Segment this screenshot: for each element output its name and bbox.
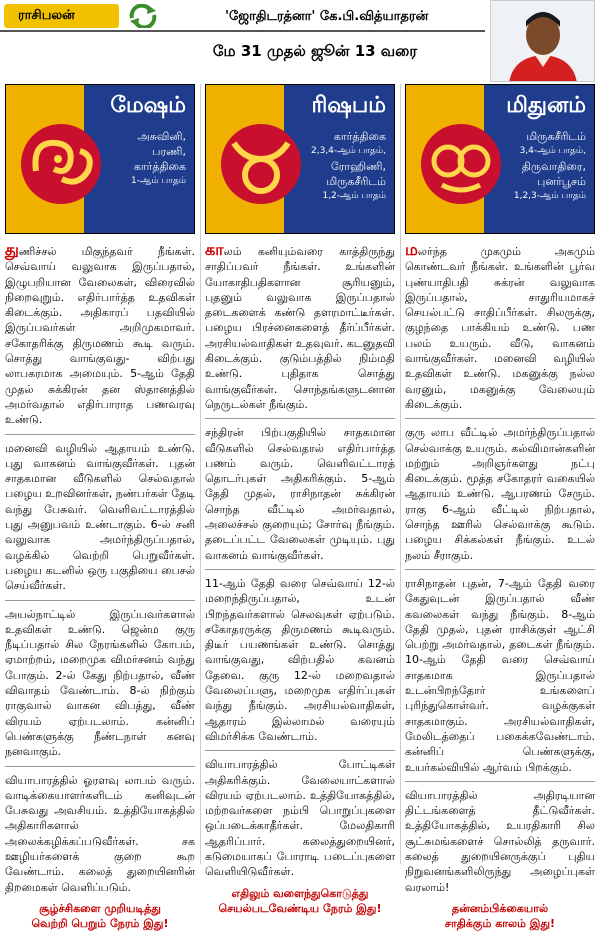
footer-line: செயல்படவேண்டிய நேரம் இது!	[218, 901, 382, 915]
prediction-text	[205, 242, 395, 880]
separator	[5, 434, 195, 435]
sign-column-rishabam	[205, 84, 395, 916]
drop-cap: ம	[405, 240, 418, 259]
separator	[405, 781, 595, 782]
paragraph	[5, 242, 195, 428]
star-pada: 1-ஆம் பாதம்	[131, 176, 186, 186]
star-line: கார்த்திகை	[333, 130, 386, 143]
paragraph: அயல்நாட்டில் இருப்பவர்களால் உதவிகள் உண்டு. ஜென்ம குரு நீடிப்பதால் சில நேரங்களில் கோபம், ஏமாற்றம், மறைமுக விமர்சனம் வந்து போகும். 2-ல் கேது நிற்பதால், வீண் விவாதம் வேண்டாம். 8-ல் நிற்கும் ராகுவால் வாகன விபத்து, வீண் விரயம் ஏற்படலாம். கன்னிப் பெண்களுக்கு நீண்டநாள் கனவு நனவாகும்.	[5, 607, 195, 759]
sign-stars	[486, 129, 586, 204]
author-portrait-icon	[491, 1, 595, 82]
sign-card	[405, 84, 595, 234]
paragraph: ராசிநாதன் புதன், 7-ஆம் தேதி வரை கேதுவுடன் இருப்பதால் வீண் கவலைகள் வந்து நீங்கும். 8-ஆம் தேதி முதல், புதன் ராசிக்குள் ஆட்சி பெற்று அமர்வதால், தடைகள் நீங்கும். 10-ஆம் தேதி வரை செவ்வாய் சாதகமாக இருப்பதால் உடன்பிறந்தோர் உங்களைப் புரிந்துகொள்வர். வழக்குகள் சாதகமாகும். அரசியல்வாதிகள், மேலிடத்தைப் பகைக்கவேண்டாம். கன்னிப் பெண்களுக்கு, உயர்கல்வியில் ஆர்வம் பிறக்கும்.	[405, 576, 595, 774]
star-pada: 1,2-ஆம் பாதம்	[322, 191, 386, 201]
sign-name: ரிஷபம்	[311, 93, 386, 118]
column-divider	[400, 84, 401, 864]
separator	[205, 569, 395, 570]
paragraph	[405, 242, 595, 412]
star-line: அசுவினி,	[137, 130, 186, 143]
footer-line: தன்னம்பிக்கையால்	[451, 901, 549, 915]
footer-line: சாதிக்கும் காலம் இது!	[444, 916, 556, 930]
sign-card	[5, 84, 195, 234]
date-range-title: மே 31 முதல் ஜூன் 13 வரை	[212, 42, 418, 60]
paragraph: 11-ஆம் தேதி வரை செவ்வாய் 12-ல் மறைந்திருப்பதால், உடன் பிறந்தவர்களால் செலவுகள் ஏற்படும். சகோதரருக்கு திருமணம் கூடிவரும். திடீர் பயணங்கள் உண்டு. சொத்து வாங்குவது, விற்பதில் கவனம் தேவை. குரு 12-ல் மறைவதால் வேலைப்பளு, மறைமுக எதிர்ப்புகள் வந்து நீங்கும். அரசியல்வாதிகள், ஆதாரம் இல்லாமல் வரையும் விமர்சிக்க வேண்டாம்.	[205, 576, 395, 743]
star-line: கார்த்திகை	[133, 160, 186, 173]
paragraph	[205, 242, 395, 412]
section-tag: ராசிபலன்	[4, 4, 119, 28]
separator	[5, 766, 195, 767]
separator	[405, 569, 595, 570]
sign-stars	[86, 129, 186, 189]
sign-column-mithunam	[405, 84, 595, 931]
paragraph: குரு லாப வீட்டில் அமர்ந்திருப்பதால் செல்வாக்கு உயரும். கல்விமான்களின் மற்றும் அறிஞர்களது நட்பு கிடைக்கும். மூத்த சகோதரர் வகையில் ஆதாயம் உண்டு. ஆபரணம் சேரும். ராகு 6-ஆம் வீட்டில் நிற்பதால், சொந்த ஊரில் செல்வாக்கு கூடும். பழைய சிக்கல்கள் நீங்கும். உடல் நலம் சீராகும்.	[405, 426, 595, 562]
author-byline: 'ஜோதிடரத்னா' கே.பி.வித்யாதரன்	[225, 9, 429, 24]
sign-footer	[5, 901, 195, 931]
paragraph: வியாபாரத்தில் ஓரளவு லாபம் வரும். வாடிக்கையாளர்களிடம் கனிவுடன் பேசுவது அவசியம். உத்தியோகத்தில் அதிகாரிகளால் அலைக்கழிக்கப்படுவீர்கள். சக ஊழியர்களைக் குறை கூற வேண்டாம். கலைத் துறையினரின் திறமைகள் வெளிப்படும்.	[5, 773, 195, 894]
sign-footer	[205, 886, 395, 916]
paragraph-body: லர்ந்த முகமும் அகமும் கொண்டவர் நீங்கள். உங்களின் பூர்வ புண்யாதிபதி சுக்ரன் வலுவாக இருப்பதால், சாதுரியமாகச் செயல்பட்டு சாதிப்பீர்கள். சிலருக்கு, குழந்தை பாக்கியம் உண்டு. பண பலம் உயரும். வீடு, வாகனம் வாங்குவீர்கள். மனைவி வழியில் உதவிகள் உண்டு. மகனுக்கு நல்ல வரனும், மகனுக்கு வேலையும் கிடைக்கும்.	[405, 245, 595, 411]
column-divider	[200, 84, 201, 864]
sign-column-mesham	[5, 84, 195, 931]
separator	[405, 418, 595, 419]
prediction-text	[5, 242, 195, 895]
star-line: மிருகசீரிடம்	[326, 175, 386, 188]
paragraph: சந்திரன் பிற்பகுதியில் சாதகமான வீடுகளில் செல்வதால் எதிர்பார்த்த பணம் வரும். வெளிவட்டாரத் தொடர்புகள் அதிகரிக்கும். 5-ஆம் தேதி முதல், ராசிநாதன் சுக்கிரன் சொந்த வீட்டில் அமர்வதால், அலைச்சல் குறையும்; சோர்வு நீங்கும். தடைப்பட்ட வேலைகள் முடியும். புது வாகனம் வாங்குவீர்கள்.	[205, 426, 395, 562]
separator	[205, 418, 395, 419]
footer-line: சூழ்ச்சிகளை முறியடித்து	[39, 901, 161, 915]
prediction-text	[405, 242, 595, 895]
drop-cap: கா	[205, 240, 224, 259]
star-line: ரோஹிணி,	[330, 160, 386, 173]
sign-name: மிதுனம்	[506, 93, 586, 118]
star-line: திருவாதிரை,	[521, 160, 586, 173]
star-pada: 3,4-ஆம் பாதம்,	[519, 146, 586, 156]
paragraph-body: லம் கனியும்வரை காத்திருந்து சாதிப்பவர் நீங்கள். உங்களின் யோகாதிபதிகளான சூரியனும், புதனும் வலுவாக இருப்பதால் தடைகளைக் கண்டு தளரமாட்டீர்கள். பழைய பிரச்னைகளைத் தீர்ப்பீர்கள். அரசியல்வாதிகள் உதவுவர். கடனுதவி கிடைக்கும். குடும்பத்தில் நிம்மதி உண்டு. புதிதாக சொத்து வாங்குவீர்கள். சொந்தங்களுடனான நெருடல்கள் நீங்கும்.	[205, 245, 396, 411]
author-photo	[490, 0, 595, 82]
star-line: மிருகசீரிடம்	[526, 130, 586, 143]
paragraph-body: ணிச்சல் மிகுந்தவர் நீங்கள். செவ்வாய் வலுவாக இருப்பதால், இழுபறியான வேலைகள், விரைவில் நிறைவுறும். எதிர்பார்த்த உதவிகள் கிடைக்கும். அதிகாரப் பதவியில் இருப்பவர்கள் அறிமுகமாவர். சகோதரிக்கு திருமணம் கூடி வரும். சொத்து வாங்குவது- விற்பது லாபகரமாக அமையும். 5-ஆம் தேதி முதல் சுக்கிரன் தன ஸ்தானத்தில் அமர்வதால் எதிர்பாராத பணவரவு உண்டு.	[5, 245, 195, 427]
sign-stars	[286, 129, 386, 204]
star-pada: 2,3,4-ஆம் பாதம்,	[311, 146, 386, 156]
paragraph: மனைவி வழியில் ஆதாயம் உண்டு. புது வாகனம் வாங்குவீர்கள். புதன் சாதகமான வீடுகளில் செல்வதால் பழைய உறவினர்கள், நண்பர்கள் தேடி வந்து பேசுவர். வெளிவட்டாரத்தில் புது அனுபவம் உண்டாகும். 6-ல் சனி வலுவாக அமர்ந்திருப்பதால், வழக்கில் வெற்றி பெறுவீர்கள். பழைய கடனில் ஒரு பகுதியை பைசல் செய்வீர்கள்.	[5, 441, 195, 593]
star-pada: 1,2,3-ஆம் பாதம்	[513, 191, 586, 201]
star-line: பரணி,	[152, 145, 186, 158]
footer-line: எதிலும் வளைந்துகொடுத்து	[231, 886, 369, 900]
paragraph: வியாபாரத்தில் அதிரடியான திட்டங்களைத் தீட்டுவீர்கள். உத்தியோகத்தில், உயரதிகாரி சில சூட்சுமங்களைச் சொல்லித் தருவார். கலைத் துறையினருக்குப் புதிய நிறுவனங்களிலிருந்து அழைப்புகள் வரலாம்!	[405, 788, 595, 894]
sign-card	[205, 84, 395, 234]
paragraph: வியாபாரத்தில் போட்டிகள் அதிகரிக்கும். வேலையாட்களால் விரயம் ஏற்படலாம். உத்தியோகத்தில், மற்றவர்களை நம்பி பொறுப்புகளை ஒப்படைக்காதீர்கள். மேலதிகாரி ஆதரிப்பார். கலைத்துறையினர், கடுமையாகப் போராடி படைப்புகளை வெளியிடுவீர்கள்.	[205, 758, 395, 879]
drop-cap: து	[5, 240, 19, 259]
sign-footer	[405, 901, 595, 931]
sign-name: மேஷம்	[110, 93, 186, 118]
separator	[205, 750, 395, 751]
refresh-arrows-icon	[126, 4, 160, 28]
separator	[5, 600, 195, 601]
star-line: புனர்பூசம்	[537, 175, 586, 188]
footer-line: வெற்றி பெறும் நேரம் இது!	[31, 916, 169, 930]
header-rule	[0, 30, 485, 32]
